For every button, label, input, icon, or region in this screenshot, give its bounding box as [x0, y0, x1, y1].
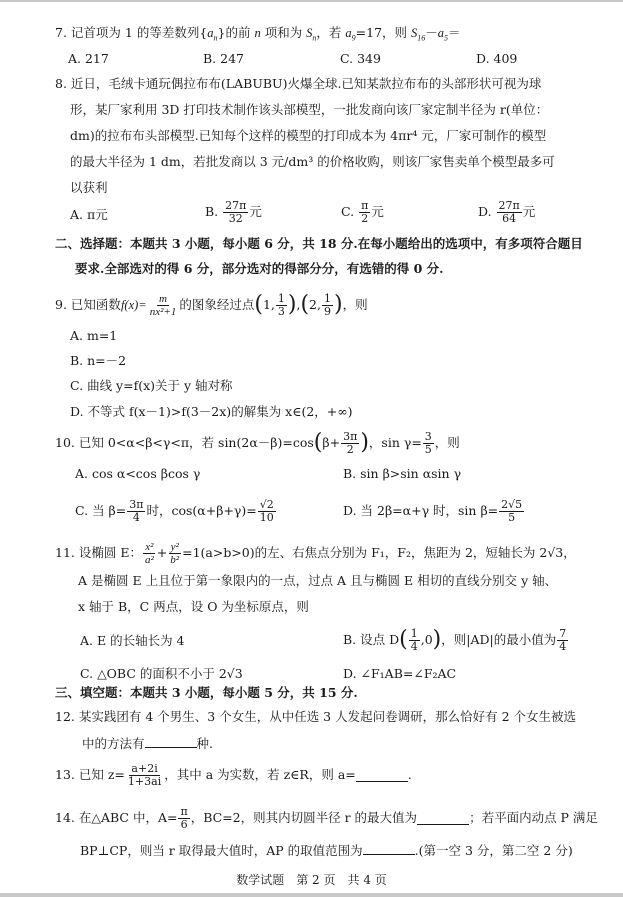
question-11-line-3: x 轴于 B，C 两点，设 O 为坐标原点，则 — [78, 599, 309, 614]
q14-answer-blank-2[interactable] — [363, 842, 415, 855]
fraction — [127, 499, 145, 524]
denominator: 9 — [323, 304, 331, 318]
q10-option-a: A. cos α<cos βcos γ — [75, 466, 201, 481]
fraction — [258, 499, 276, 524]
option-text: π元 — [87, 207, 108, 222]
numerator: π — [180, 804, 188, 818]
fraction — [557, 628, 568, 653]
q7-text: － — [425, 25, 438, 40]
denominator: nx²+1 — [149, 305, 177, 318]
q9-option-b: B. n=－2 — [70, 353, 127, 368]
q10-number: 10. — [55, 435, 75, 450]
numerator: π — [361, 199, 369, 212]
denominator: a² — [144, 553, 154, 566]
denominator: 10 — [259, 510, 274, 524]
q14-answer-blank-1[interactable] — [417, 812, 469, 825]
numerator: x² — [145, 540, 154, 553]
question-13 — [55, 760, 412, 790]
option-unit: 元 — [249, 204, 262, 219]
q9-option-c: C. 曲线 y=f(x)关于 y 轴对称 — [70, 378, 233, 393]
option-label: D. — [478, 204, 492, 219]
bottom-border — [0, 893, 623, 897]
q13-answer-blank[interactable] — [356, 769, 408, 782]
top-border — [0, 0, 623, 2]
q11-text: 设椭圆 E： — [78, 545, 142, 560]
fraction — [409, 628, 420, 653]
numerator: 7 — [559, 626, 567, 640]
q7-option-b: B. 247 — [203, 51, 244, 66]
fraction — [423, 431, 434, 456]
q14-text: .(第一空 3 分，第二空 2 分) — [414, 843, 573, 858]
q14-number: 14. — [55, 810, 75, 825]
q8-option-a — [70, 207, 108, 223]
fraction — [148, 293, 179, 318]
q11-option-a: A. E 的长轴长为 4 — [80, 633, 185, 648]
question-12 — [55, 709, 576, 725]
denominator: 6 — [180, 817, 188, 831]
point-y: ,0 — [420, 632, 433, 647]
denominator: 4 — [132, 510, 140, 524]
q7-text: }的前 — [217, 25, 255, 40]
question-8-line-3: dm)的拉布布头部模型.已知每个这样的模型的打印成本为 4πr⁴ 元，厂家可制作的模型 — [70, 128, 547, 143]
q11-option-b: B. 设点 D ( $\frac{1}{4}$ ,0 ) ，则|AD|的最小值为 $\frac{7}{4}$ — [343, 626, 567, 653]
fraction — [276, 293, 287, 318]
denominator: 1+3ai — [127, 774, 162, 788]
section-2-heading: 二、选择题：本题共 3 小题，每小题 6 分，共 18 分.在每小题给出的选项中，有多项符合题目 — [55, 236, 583, 251]
denominator: 64 — [502, 212, 517, 225]
q7-option-c: C. 349 — [340, 51, 381, 66]
question-12-line-2 — [82, 735, 213, 752]
q13-text: 已知 z= — [78, 767, 125, 782]
numerator: y² — [170, 540, 179, 553]
option-text: D. 当 2β=α+γ 时，sin β= — [343, 503, 499, 518]
numerator: 3π — [129, 497, 144, 511]
q8-option-c — [341, 200, 384, 225]
q10-text: ，则 — [434, 435, 460, 450]
numerator: 2√5 — [501, 497, 523, 511]
q13-text: ，其中 a 为实数，若 z∈R，则 a= — [164, 767, 356, 782]
fraction — [143, 541, 156, 566]
option-unit: 元 — [522, 204, 536, 219]
question-8-line-1 — [55, 76, 541, 92]
question-14-line-2 — [80, 842, 573, 859]
q12-answer-blank[interactable] — [145, 735, 197, 748]
q11-option-c: C. △OBC 的面积不小于 2√3 — [80, 666, 243, 681]
q12-text: 某实践团有 4 个男生、3 个女生，从中任选 3 人发起问卷调研，那么恰好有 2 个女生被选 — [78, 709, 577, 724]
numerator: 3π — [343, 429, 358, 443]
fraction — [223, 200, 248, 225]
option-label: C. — [341, 204, 355, 219]
denominator: b² — [170, 553, 180, 566]
fraction — [126, 763, 163, 788]
question-8-line-4: 的最大半径为 1 dm，若批发商以 3 元/dm³ 的价格收购，则该厂家售卖单个模型最多可 — [70, 154, 555, 169]
q10-option-b: B. sin β>sin αsin γ — [343, 466, 462, 481]
q14-text: BP⊥CP，则当 r 取得最大值时，AP 的取值范围为 — [80, 843, 363, 858]
numerator: √2 — [259, 497, 274, 511]
q8-text: 近日，毛绒卡通玩偶拉布布(LABUBU)火爆全球.已知某款拉布布的头部形状可视为球 — [70, 76, 542, 91]
numerator: 1 — [410, 626, 418, 640]
q8-option-d — [478, 200, 535, 225]
fraction — [322, 293, 333, 318]
q7-text: ＝ — [448, 25, 461, 40]
q9-function: f(x)= — [120, 298, 147, 312]
point-x: 1, — [262, 297, 275, 312]
q10-text: 已知 0<α<β<γ<π，若 sin(2α－β)=cos — [78, 435, 314, 450]
option-text: B. 设点 D — [343, 632, 400, 647]
option-text: C. 当 β= — [75, 503, 127, 518]
numerator: 1 — [323, 291, 331, 305]
q8-option-b — [205, 200, 262, 225]
q11-number: 11. — [55, 545, 75, 560]
question-14 — [55, 803, 598, 833]
q9-option-d: D. 不等式 f(x－1)>f(3－2x)的解集为 x∈(2，+∞) — [70, 404, 353, 419]
fraction — [178, 806, 189, 831]
fraction — [359, 200, 370, 225]
option-unit: 元 — [371, 204, 384, 219]
denominator: 2 — [361, 212, 369, 225]
q12-number: 12. — [55, 709, 75, 724]
section-2-heading-line-2: 要求.全部选对的得 6 分，部分选对的得部分分，有选错的得 0 分. — [75, 261, 444, 276]
option-text: ，则|AD|的最小值为 — [441, 632, 557, 647]
numerator: 27π — [225, 199, 247, 212]
denominator: 5 — [424, 442, 432, 456]
q12-text: 中的方法有 — [82, 736, 145, 751]
fraction — [341, 431, 359, 456]
denominator: 2 — [346, 442, 354, 456]
point-x: 2, — [309, 297, 321, 312]
question-9: 9. 已知函数 f(x)= $\frac{m}{\text{nx²+1}}$ 的图象经过点 ( 1, $\frac{1}{3}$ ) , ( 2, $\frac{1}{9}$ ) ，则 — [55, 291, 368, 318]
q9-option-a: A. m=1 — [70, 328, 118, 343]
denominator: 5 — [508, 510, 516, 524]
option-label: A. — [70, 207, 84, 222]
q7-number: 7. — [55, 25, 67, 40]
page-footer: 数学试题 第 2 页 共 4 页 — [236, 873, 387, 887]
denominator: 32 — [228, 212, 243, 225]
question-11-line-2: A 是椭圆 E 上且位于第一象限内的一点，过点 A 且与椭圆 E 相切的直线分别交 y 轴、 — [78, 573, 558, 588]
q11-text: =1(a>b>0)的左、右焦点分别为 F₁，F₂，焦距为 2，短轴长为 2√3， — [182, 545, 576, 560]
denominator: 4 — [410, 639, 418, 653]
q9-text: 的图象经过点 — [179, 297, 255, 312]
question-10: 10. 已知 0<α<β<γ<π，若 sin(2α－β)=cos ( β+ $\frac{3\pi}{2}$ ) ，sin γ= $\frac{3}{5}$ ，则 — [55, 429, 460, 456]
fraction — [497, 200, 522, 225]
question-8-line-2: 形，某厂家利用 3D 打印技术制作该头部模型，一批发商向该厂家定制半径为 r(单位： — [70, 102, 549, 117]
q7-text: 记首项为 1 的等差数列{ — [70, 25, 208, 40]
q7-text: =17，则 — [355, 25, 412, 40]
q7-text: ，若 — [316, 25, 346, 40]
denominator: 3 — [277, 304, 285, 318]
q10-option-d — [343, 496, 525, 526]
numerator: a+2i — [131, 761, 158, 775]
q9-text: ，则 — [342, 297, 368, 312]
q14-text: ，BC=2，则其内切圆半径 r 的最大值为 — [190, 810, 418, 825]
numerator: 27π — [498, 199, 520, 212]
q9-number: 9. — [55, 297, 67, 312]
q8-number: 8. — [55, 76, 67, 91]
option-label: B. — [205, 204, 219, 219]
q14-text: 在△ABC 中，A= — [78, 810, 178, 825]
option-text: 时，cos(α+β+γ)= — [146, 503, 257, 518]
q7-option-a: A. 217 — [68, 51, 109, 66]
section-3-heading: 三、填空题：本题共 3 小题，每小题 5 分，共 15 分. — [55, 685, 358, 700]
q11-option-d: D. ∠F₁AB=∠F₂AC — [343, 666, 457, 681]
numerator: m — [159, 292, 167, 305]
q13-number: 13. — [55, 767, 75, 782]
numerator: 1 — [277, 291, 285, 305]
q9-text: 已知函数 — [70, 297, 121, 312]
question-7: 7. 记首项为 1 的等差数列$\{a_n\}$的前 n 项和为 $S_n$，若 $a_9=17$，则 $S_{16}-a_5=$ — [55, 25, 461, 43]
fraction — [168, 541, 181, 566]
question-11: 11. 设椭圆 E： $\frac{\text{x²}}{\text{a²}}$ + $\frac{\text{y²}}{\text{b²}}$ =1(a>b>0)的左、右焦点分别为 F₁，F₂，焦距为 2，短轴长为 2√3， — [55, 540, 576, 566]
q14-text: ；若平面内动点 P 满足 — [469, 810, 598, 825]
q13-text: . — [407, 767, 412, 782]
q10-text: β+ — [322, 435, 341, 450]
q10-option-c — [75, 496, 277, 526]
denominator: 4 — [559, 639, 567, 653]
q7-text: 项和为 — [260, 25, 307, 40]
fraction — [499, 499, 524, 524]
numerator: 3 — [424, 429, 432, 443]
q12-text: 种. — [196, 736, 213, 751]
q10-text: ，sin γ= — [368, 435, 422, 450]
q7-option-d: D. 409 — [476, 51, 518, 66]
question-8-line-5: 以获利 — [70, 180, 108, 195]
